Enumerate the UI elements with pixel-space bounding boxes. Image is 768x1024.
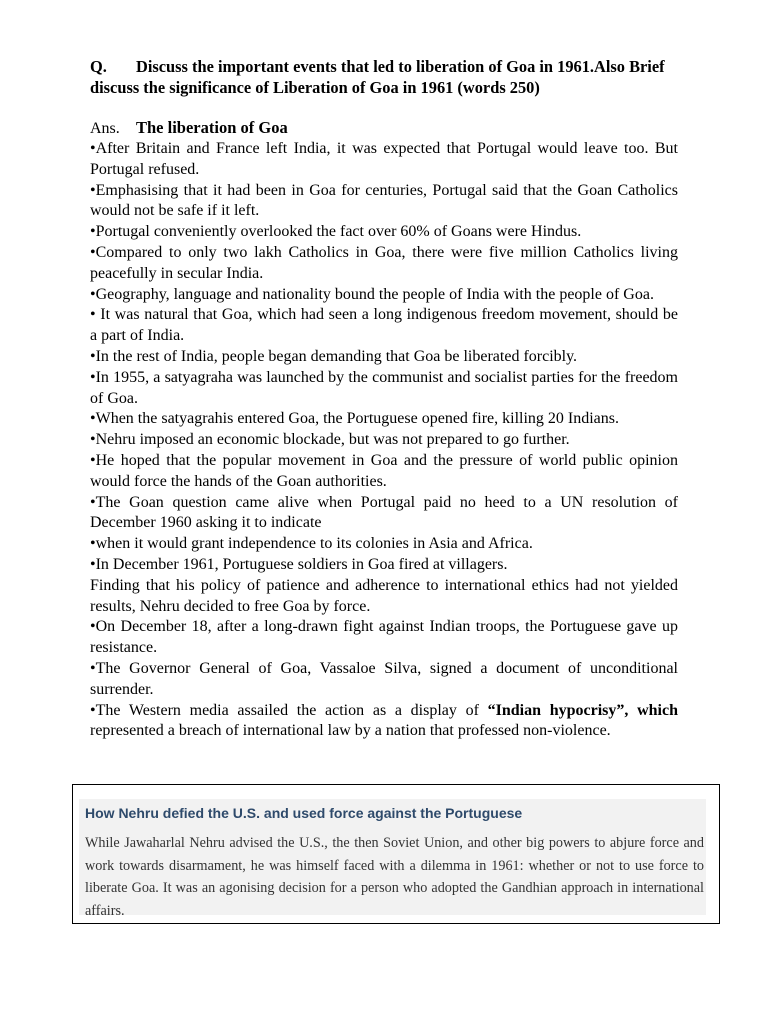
answer-point: •Compared to only two lakh Catholics in Goa, there were five million Catholics living peacefully in secular India.	[90, 243, 678, 282]
answer-point: •Nehru imposed an economic blockade, but was not prepared to go further.	[90, 431, 570, 449]
answer-point: •Geography, language and nationality bound the people of India with the people of Goa.	[90, 285, 654, 303]
answer-point: •In 1955, a satyagraha was launched by the communist and socialist parties for the freedom of Goa.	[90, 368, 678, 407]
question-label: Q.	[90, 57, 107, 76]
info-box	[72, 784, 720, 924]
answer-title: The liberation of Goa	[136, 118, 288, 137]
answer-point: •Portugal conveniently overlooked the fact over 60% of Goans were Hindus.	[90, 223, 582, 241]
answer-point: •He hoped that the popular movement in Goa and the pressure of world public opinion would force the hands of the Goan authorities.	[90, 451, 678, 490]
answer-point: •when it would grant independence to its colonies in Asia and Africa.	[90, 535, 533, 553]
answer-point: •In the rest of India, people began demanding that Goa be liberated forcibly.	[90, 347, 578, 365]
info-box-title: How Nehru defied the U.S. and used force against the Portuguese	[85, 805, 523, 821]
answer-point: •The Goan question came alive when Portugal paid no heed to a UN resolution of December 1960 asking it to indicate	[90, 493, 678, 532]
answer-point: •The Governor General of Goa, Vassaloe Silva, signed a document of unconditional surrender.	[90, 659, 678, 698]
document-body	[90, 56, 678, 742]
answer-point: •When the satyagrahis entered Goa, the Portuguese opened fire, killing 20 Indians.	[90, 410, 619, 428]
answer-point: •Emphasising that it had been in Goa for centuries, Portugal said that the Goan Catholics would not be safe if it left.	[90, 181, 678, 220]
answer-point: •On December 18, after a long-drawn fight against Indian troops, the Portuguese gave up resistance.	[90, 618, 678, 657]
question-text: Discuss the important events that led to liberation of Goa in 1961.Also Brief discuss the significance of Liberation of Goa in 1961 (words 250)	[90, 57, 665, 97]
answer-points	[90, 139, 678, 742]
last-point-prefix: •The Western media assailed the action as a display of	[90, 701, 488, 719]
answer-point: •In December 1961, Portuguese soldiers in Goa fired at villagers.	[90, 555, 508, 573]
info-box-text: While Jawaharlal Nehru advised the U.S., the then Soviet Union, and other big powers to abjure force and work towards disarmament, he was himself faced with a dilemma in 1961: whether or not to use force to liberate Goa. It was an agonising decision for a person who adopted the Gandhian approach in international affairs.	[85, 835, 704, 919]
question	[90, 56, 678, 98]
answer-point: •After Britain and France left India, it was expected that Portugal would leave too. But Portugal refused.	[90, 140, 678, 178]
answer-heading	[90, 118, 678, 139]
answer-point-last	[90, 701, 678, 743]
info-box-panel	[79, 799, 706, 919]
answer-point: Finding that his policy of patience and adherence to international ethics had not yielded results, Nehru decided to free Goa by force.	[90, 576, 678, 615]
indian-hypocrisy-quote: “Indian hypocrisy”, which	[487, 701, 678, 719]
last-point-suffix: represented a breach of international law by a nation that professed non-violence.	[90, 722, 611, 740]
answer-point: • It was natural that Goa, which had seen a long indigenous freedom movement, should be a part of India.	[90, 306, 678, 345]
answer-label: Ans.	[90, 120, 120, 137]
